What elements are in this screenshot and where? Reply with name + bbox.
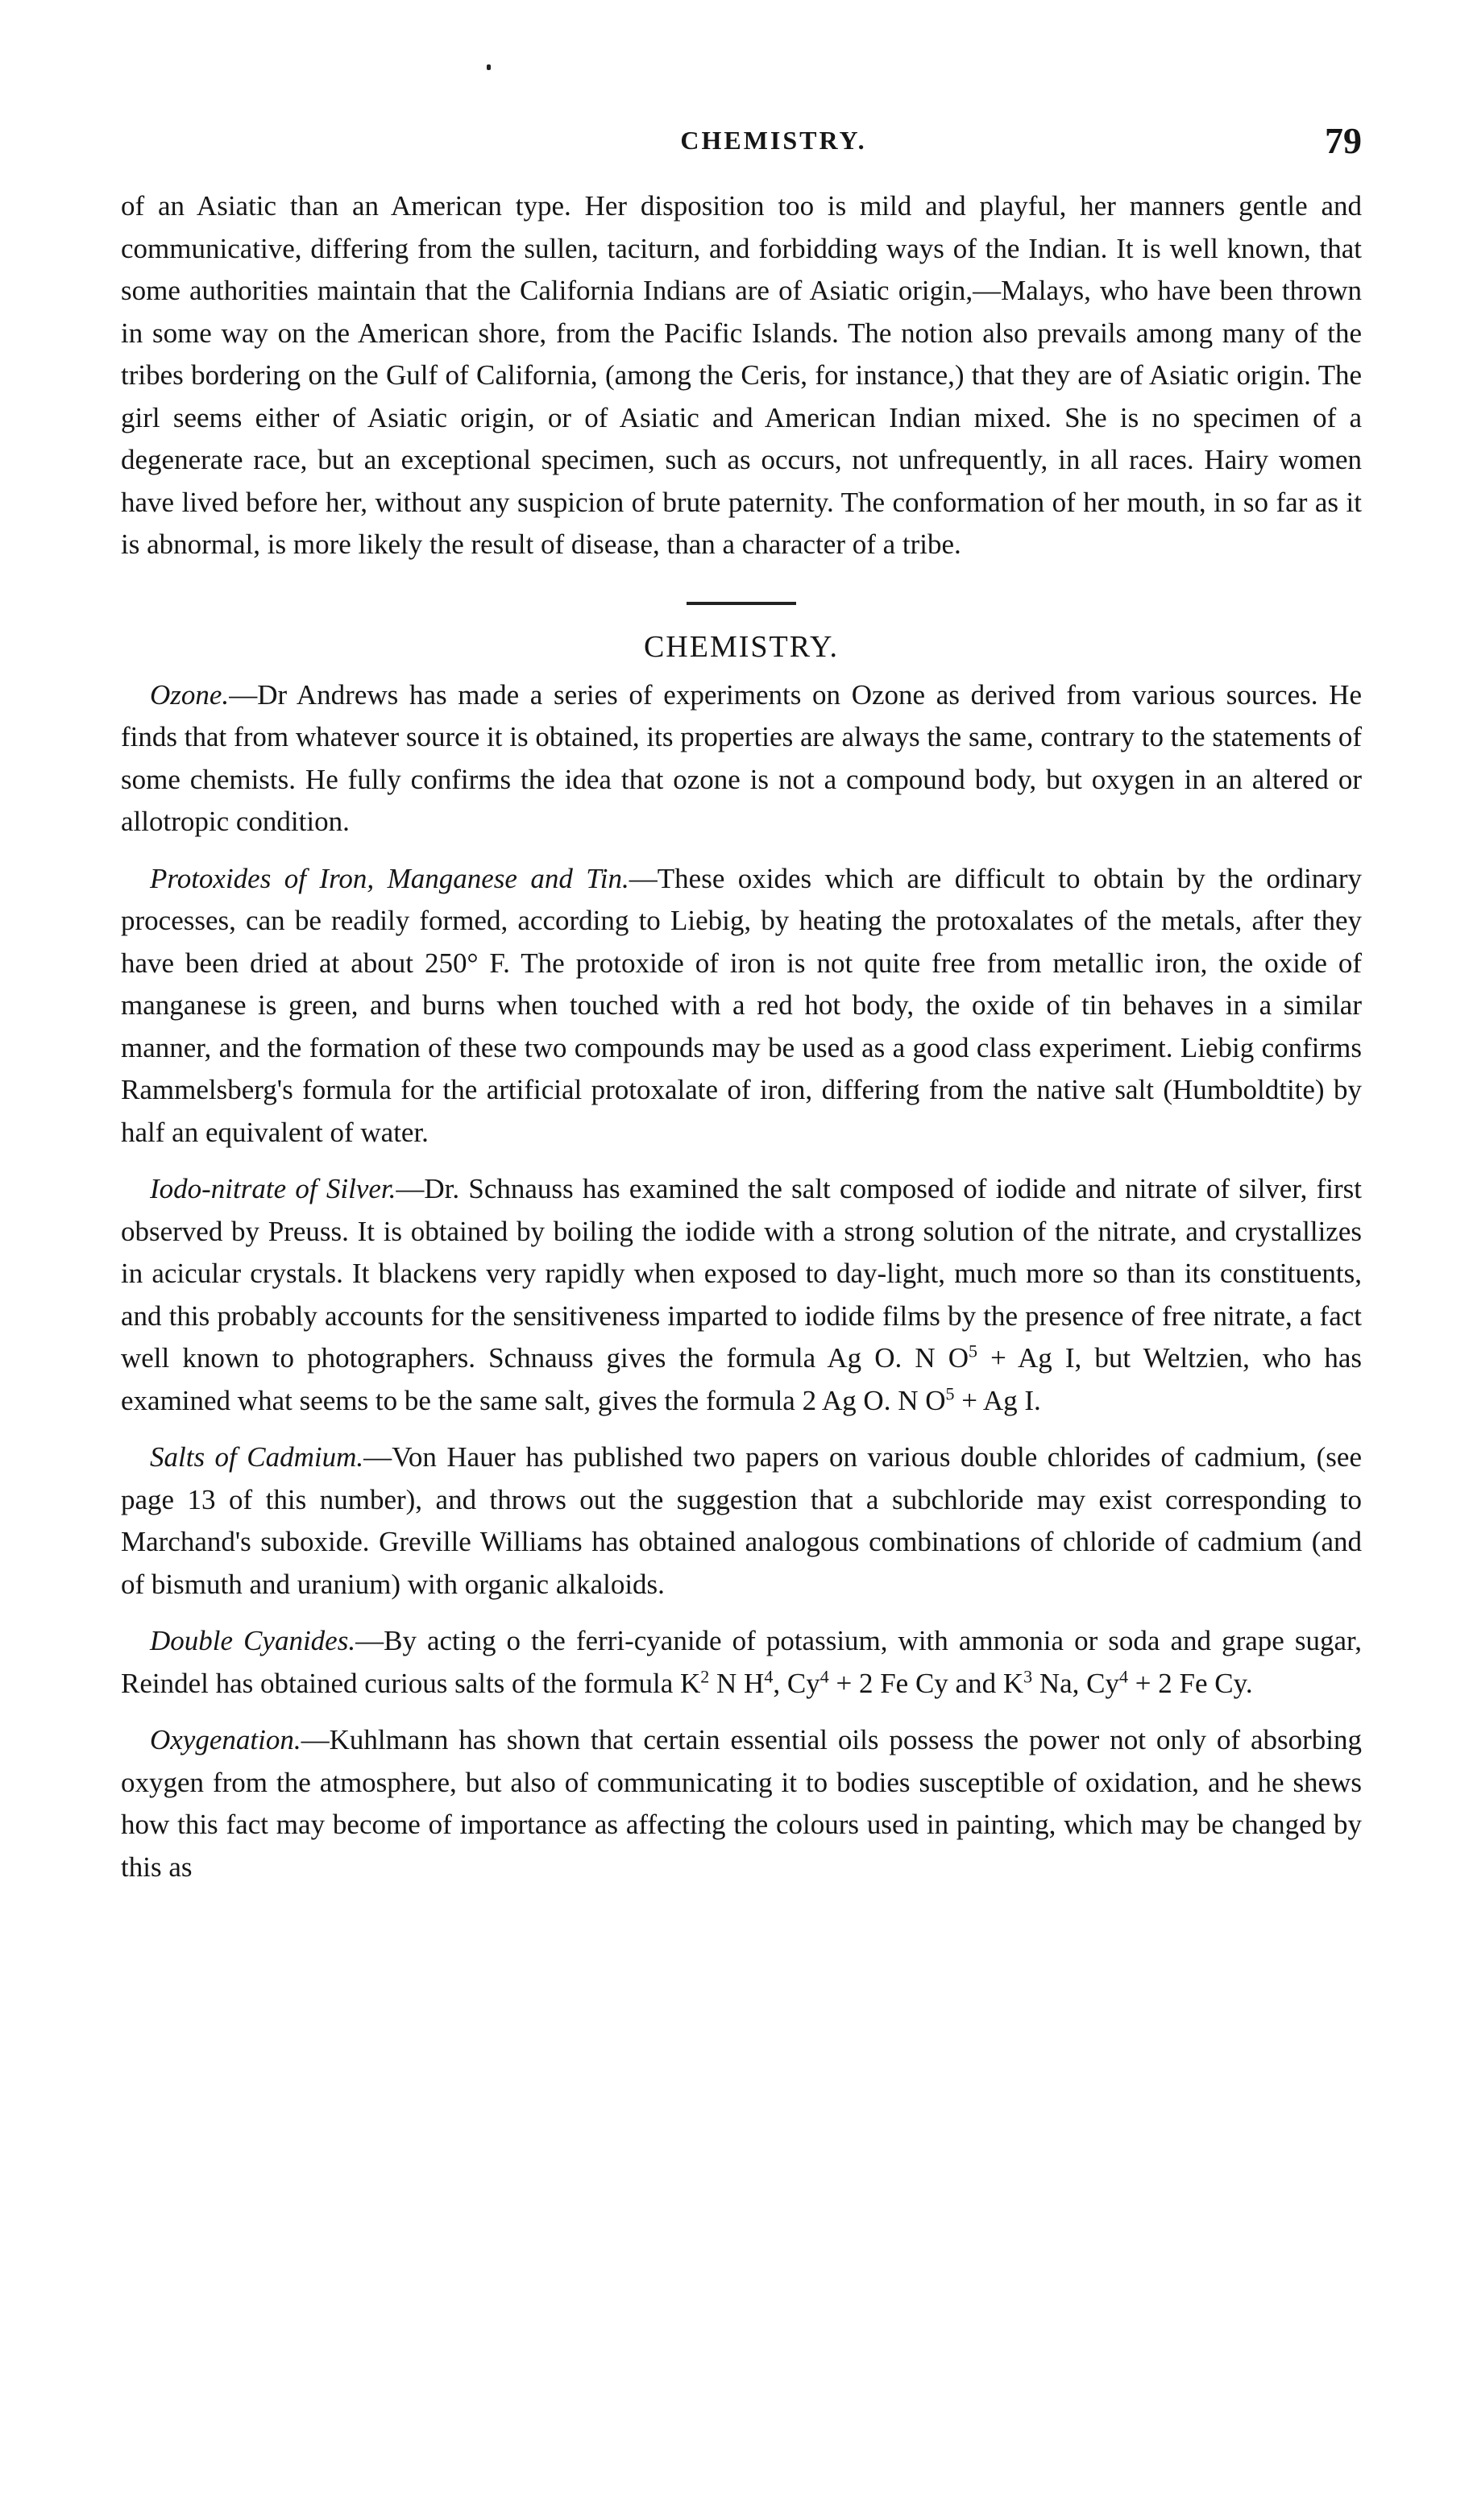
formula-superscript: 5 — [945, 1382, 955, 1403]
formula-superscript: 4 — [819, 1665, 829, 1686]
paragraph-body: —Kuhlmann has shown that certain essential oils possess the power not only of absorbing oxygen from the atmosphere, but also of communicating it to bodies susceptible of oxidation, and he shews how this fact may become of importance as affecting the colours used in painting, which may be changed by this as — [121, 1724, 1362, 1883]
paragraph-oxygenation — [121, 1719, 1362, 1888]
paragraph-body: , Cy — [773, 1667, 820, 1699]
running-title: CHEMISTRY. — [680, 126, 867, 155]
paragraph-cadmium — [121, 1436, 1362, 1606]
paragraph-iodo-nitrate — [121, 1168, 1362, 1422]
paragraph-body: —By acting o the ferri-cyanide of potassium, with ammonia or soda and grape sugar, Reindel has obtained curious salts of the formula K — [121, 1625, 1362, 1699]
paragraph-lead: Salts of Cadmium. — [150, 1441, 364, 1473]
running-head — [121, 119, 1362, 168]
paragraph-body: N H — [709, 1667, 765, 1699]
formula-superscript: 3 — [1023, 1665, 1033, 1686]
paragraph-lead: Double Cyanides. — [150, 1625, 356, 1656]
paragraph-body: + 2 Fe Cy. — [1128, 1667, 1253, 1699]
formula-superscript: 5 — [969, 1341, 977, 1362]
paragraph-body: —Dr. Schnauss has examined the salt composed of iodide and nitrate of silver, first observed by Preuss. It is obtained by boiling the iodide with a strong solution of the nitrate, and crystallizes in acicular crystals. It blackens very rapidly when exposed to day-light, much more so than its constituents, and this probably accounts for the sensitiveness imparted to iodide films by the presence of free nitrate, a fact well known to photographers. Schnauss gives the formula Ag O. N O — [121, 1173, 1362, 1374]
formula-superscript: 4 — [1119, 1665, 1129, 1686]
paragraph-body: Na, Cy — [1032, 1667, 1120, 1699]
formula-superscript: 2 — [700, 1665, 710, 1686]
page-number: 79 — [1325, 120, 1362, 161]
paragraph-protoxides — [121, 858, 1362, 1154]
intro-paragraph: of an Asiatic than an American type. Her disposition too is mild and playful, her manners gentle and communicative, differing from the sullen, taciturn, and forbidding ways of the Indian. It is well known, that some authorities maintain that the California Indians are of Asiatic origin,—Malays, who have been thrown in some way on the American shore, from the Pacific Islands. The notion also prevails among many of the tribes bordering on the Gulf of California, (among the Ceris, for instance,) that they are of Asiatic origin. The girl seems either of Asiatic origin, or of Asiatic and American Indian mixed. She is no specimen of a degenerate race, but an exceptional specimen, such as occurs, not unfrequently, in all races. Hairy women have lived before her, without any suspicion of brute paternity. The conformation of her mouth, in so far as it is abnormal, is more likely the result of disease, than a character of a tribe. — [121, 190, 1362, 560]
paragraph-double-cyanides — [121, 1620, 1362, 1705]
paragraph-lead: Iodo-nitrate of Silver. — [150, 1173, 396, 1204]
page-content — [121, 185, 1362, 1888]
paragraph-body: + Ag I, but Weltzien, who has examined what seems to be the same salt, gives the formula 2 Ag O. N O — [121, 1342, 1362, 1416]
print-speck — [487, 64, 491, 70]
paragraph-lead: Oxygenation. — [150, 1724, 301, 1755]
paragraph-body: + Ag I. — [954, 1384, 1041, 1416]
paragraph-body: —Von Hauer has published two papers on various double chlorides of cadmium, (see page 13 of this number), and throws out the suggestion that a subchloride may exist corresponding to Marchand's suboxide. Greville Williams has obtained analogous combinations of chloride of cadmium (and of bismuth and uranium) with organic alkaloids. — [121, 1441, 1362, 1600]
section-title: CHEMISTRY. — [643, 629, 840, 664]
section-divider — [687, 602, 796, 605]
paragraph-body: —These oxides which are difficult to obtain by the ordinary processes, can be readily formed, according to Liebig, by heating the protoxalates of the metals, after they have been dried at about 250° F. The protoxide of iron is not quite free from metallic iron, the oxide of manganese is green, and burns when touched with a red hot body, the oxide of tin behaves in a similar manner, and the formation of these two compounds may be used as a good class experiment. Liebig confirms Rammelsberg's formula for the artificial protoxalate of iron, differing from the native salt (Humboldtite) by half an equivalent of water. — [121, 862, 1362, 1148]
formula-superscript: 4 — [764, 1665, 774, 1686]
paragraph-lead: Protoxides of Iron, Manganese and Tin. — [150, 862, 629, 894]
paragraph-body: —Dr Andrews has made a series of experiments on Ozone as derived from various sources. He finds that from whatever source it is obtained, its properties are always the same, contrary to the statements of some chemists. He fully confirms the idea that ozone is not a compound body, but oxygen in an altered or allotropic condition. — [121, 678, 1362, 837]
paragraph-ozone — [121, 674, 1362, 843]
paragraph-body: + 2 Fe Cy and K — [828, 1667, 1024, 1699]
paragraph-lead: Ozone. — [150, 678, 230, 711]
